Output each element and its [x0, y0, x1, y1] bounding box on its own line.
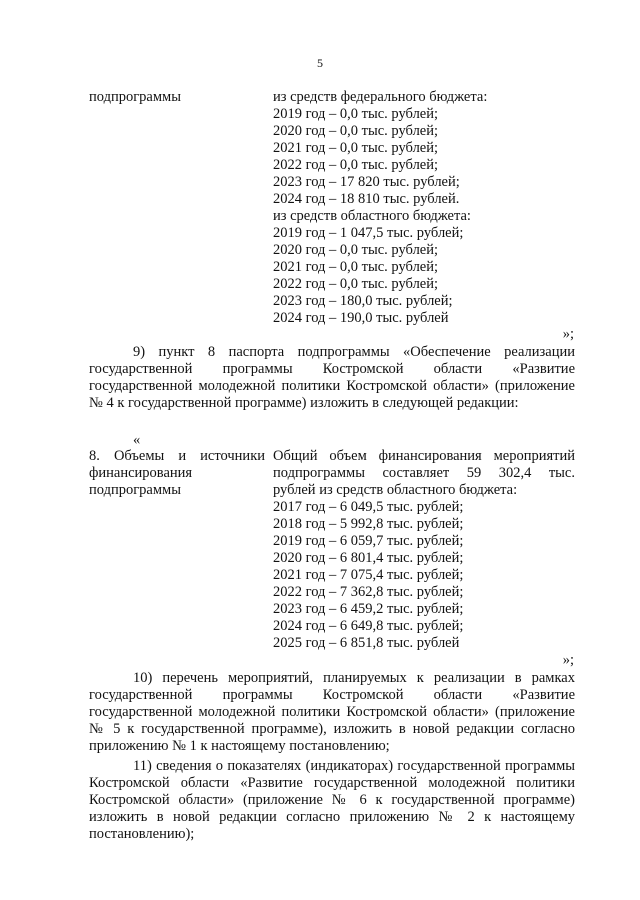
block1-line: 2020 год – 0,0 тыс. рублей; [273, 123, 439, 139]
block2-line: 2025 год – 6 851,8 тыс. рублей [273, 635, 460, 651]
block1-line: 2024 год – 190,0 тыс. рублей [273, 310, 449, 326]
block2-intro-line: рублей из средств областного бюджета: [273, 482, 518, 498]
page-number: 5 [317, 56, 323, 70]
block2-line: 2018 год – 5 992,8 тыс. рублей; [273, 516, 464, 532]
block1-line: 2019 год – 0,0 тыс. рублей; [273, 106, 439, 122]
paragraph-10: 10) перечень мероприятий, планируемых к реализации в рамках государственной программы Костромской области «Развитие государственной молодежной политики Костромской области» (приложение № 5 к государственной программе), изложить в новой редакции согласно приложению № 1 к настоящему постановлению; [89, 670, 575, 754]
paragraph-11: 11) сведения о показателях (индикаторах) государственной программы Костромской области «Развитие государственной молодежной политики Костромской области» (приложение № 6 к государственной программе) изложить в новой редакции согласно приложению № 2 к настоящему постановлению); [89, 758, 575, 842]
block2-left-line: подпрограммы [89, 482, 181, 498]
block1-line: из средств областного бюджета: [273, 208, 471, 224]
block1-line: 2022 год – 0,0 тыс. рублей; [273, 157, 439, 173]
block1-line: 2023 год – 17 820 тыс. рублей; [273, 174, 460, 190]
block2-intro [273, 448, 575, 499]
block2-line: 2019 год – 6 059,7 тыс. рублей; [273, 533, 464, 549]
block2-line: 2022 год – 7 362,8 тыс. рублей; [273, 584, 464, 600]
block1-lines [273, 89, 487, 327]
paragraph-9: 9) пункт 8 паспорта подпрограммы «Обеспечение реализации государственной программы Костромской области «Развитие государственной молодежной политики Костромской области» (приложение № 4 к государственной программе) изложить в следующей редакции: [89, 344, 575, 411]
block1-line: 2022 год – 0,0 тыс. рублей; [273, 276, 439, 292]
block2-line: 2021 год – 7 075,4 тыс. рублей; [273, 567, 464, 583]
block1-left-label: подпрограммы [89, 89, 181, 105]
open-quote: « [133, 432, 141, 448]
block1-close-quote: »; [562, 326, 574, 342]
block1-line: 2021 год – 0,0 тыс. рублей; [273, 259, 439, 275]
block2-lines [273, 499, 463, 652]
block2-intro-line: подпрограммы составляет 59 302,4 тыс. [273, 465, 575, 481]
block2-line: 2017 год – 6 049,5 тыс. рублей; [273, 499, 464, 515]
block2-left-label [89, 448, 265, 499]
block2-intro-line: Общий объем финансирования мероприятий [273, 448, 575, 464]
block2-left-line: 8. Объемы и источники [89, 448, 265, 464]
block2-close-quote: »; [562, 652, 574, 668]
block2-line: 2020 год – 6 801,4 тыс. рублей; [273, 550, 464, 566]
block1-line: 2019 год – 1 047,5 тыс. рублей; [273, 225, 464, 241]
block1-line: 2021 год – 0,0 тыс. рублей; [273, 140, 439, 156]
block2-left-line: финансирования [89, 465, 193, 481]
block2-line: 2023 год – 6 459,2 тыс. рублей; [273, 601, 464, 617]
block2-line: 2024 год – 6 649,8 тыс. рублей; [273, 618, 464, 634]
block1-line: 2020 год – 0,0 тыс. рублей; [273, 242, 439, 258]
block1-line: 2024 год – 18 810 тыс. рублей. [273, 191, 460, 207]
block1-line: из средств федерального бюджета: [273, 89, 488, 105]
block1-line: 2023 год – 180,0 тыс. рублей; [273, 293, 453, 309]
